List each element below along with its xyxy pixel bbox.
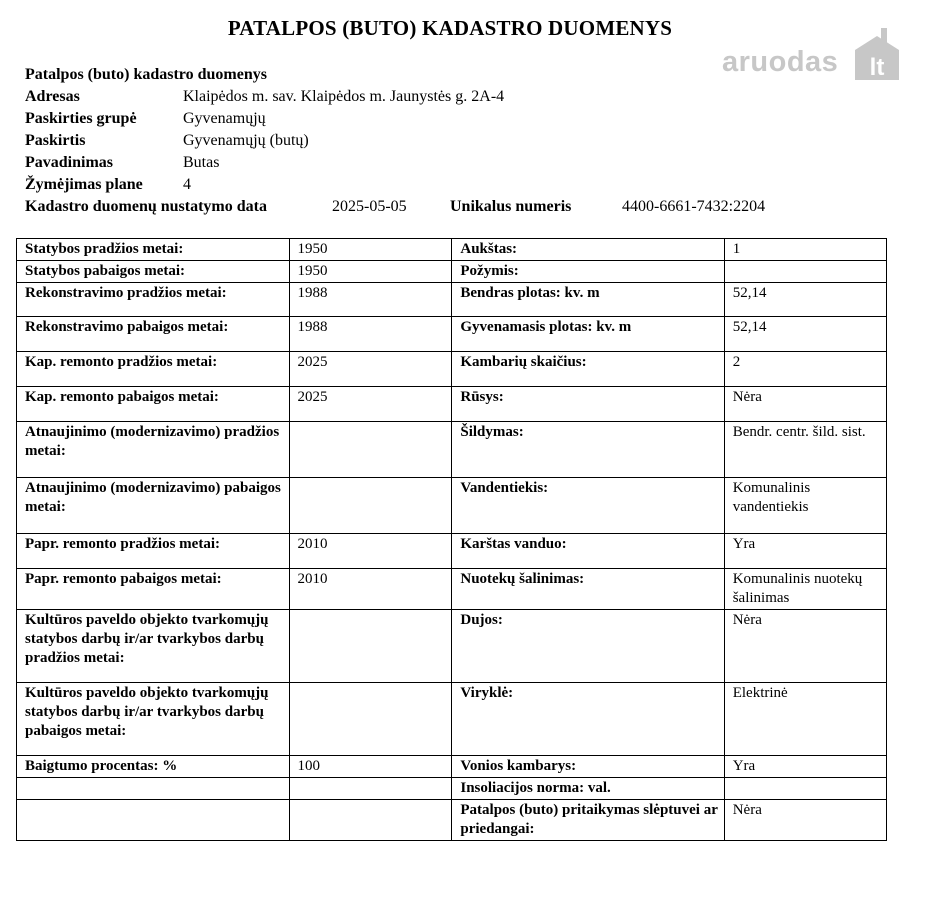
info-value: Butas — [183, 154, 220, 171]
table-row — [17, 239, 887, 261]
field-label: Kap. remonto pradžios metai: — [17, 352, 290, 387]
info-label: Paskirtis — [25, 132, 86, 149]
table-row — [17, 534, 887, 569]
field-label: Šildymas: — [452, 422, 724, 478]
field-label: Viryklė: — [452, 683, 724, 756]
field-value: Nėra — [724, 800, 886, 841]
field-value: 100 — [289, 756, 452, 778]
table-row — [17, 261, 887, 283]
field-value: Elektrinė — [724, 683, 886, 756]
field-value — [289, 800, 452, 841]
field-value — [289, 778, 452, 800]
info-label: Pavadinimas — [25, 154, 114, 171]
field-label: Bendras plotas: kv. m — [452, 283, 724, 317]
field-label: Rūsys: — [452, 387, 724, 422]
field-label — [17, 778, 290, 800]
field-value: 1988 — [289, 283, 452, 317]
field-value — [289, 422, 452, 478]
field-value: 2010 — [289, 534, 452, 569]
field-label: Vandentiekis: — [452, 478, 724, 534]
info-value: 4 — [183, 176, 191, 193]
info-label: Žymėjimas plane — [25, 176, 143, 193]
table-row — [17, 683, 887, 756]
field-label: Vonios kambarys: — [452, 756, 724, 778]
table-row — [17, 569, 887, 610]
field-label: Kap. remonto pabaigos metai: — [17, 387, 290, 422]
field-label: Insoliacijos norma: val. — [452, 778, 724, 800]
table-row — [17, 800, 887, 841]
table-row — [17, 422, 887, 478]
field-label: Aukštas: — [452, 239, 724, 261]
field-value: Yra — [724, 756, 886, 778]
table-row — [17, 317, 887, 352]
field-label: Atnaujinimo (modernizavimo) pradžios metai: — [17, 422, 290, 478]
field-value: Nėra — [724, 387, 886, 422]
info-row — [25, 130, 765, 152]
field-label: Karštas vanduo: — [452, 534, 724, 569]
field-value: 1950 — [289, 239, 452, 261]
info-value: Klaipėdos m. sav. Klaipėdos m. Jaunystės g. 2A-4 — [183, 88, 505, 105]
info-label: Paskirties grupė — [25, 110, 137, 127]
field-value — [724, 778, 886, 800]
watermark-text: aruodas — [722, 46, 839, 78]
field-value: 2025 — [289, 352, 452, 387]
info-row — [25, 108, 765, 130]
field-label: Statybos pradžios metai: — [17, 239, 290, 261]
field-value: 52,14 — [724, 317, 886, 352]
field-value: Yra — [724, 534, 886, 569]
cadastre-table — [16, 238, 887, 841]
unique-label: Unikalus numeris — [450, 198, 572, 215]
field-value: 1950 — [289, 261, 452, 283]
field-value: 2 — [724, 352, 886, 387]
field-label: Rekonstravimo pradžios metai: — [17, 283, 290, 317]
field-label: Kultūros paveldo objekto tvarkomųjų statybos darbų ir/ar tvarkybos darbų pabaigos metai: — [17, 683, 290, 756]
table-row — [17, 283, 887, 317]
field-label: Nuotekų šalinimas: — [452, 569, 724, 610]
field-label: Kultūros paveldo objekto tvarkomųjų statybos darbų ir/ar tvarkybos darbų pradžios metai: — [17, 610, 290, 683]
field-label: Dujos: — [452, 610, 724, 683]
field-label: Baigtumo procentas: % — [17, 756, 290, 778]
table-row — [17, 778, 887, 800]
info-heading: Patalpos (buto) kadastro duomenys — [25, 66, 267, 83]
field-label: Papr. remonto pradžios metai: — [17, 534, 290, 569]
field-label: Atnaujinimo (modernizavimo) pabaigos metai: — [17, 478, 290, 534]
property-info — [25, 64, 765, 218]
watermark-suffix: lt — [869, 54, 885, 81]
field-label: Gyvenamasis plotas: kv. m — [452, 317, 724, 352]
house-logo-icon — [855, 22, 899, 82]
field-label — [17, 800, 290, 841]
field-value: Bendr. centr. šild. sist. — [724, 422, 886, 478]
field-value: 1988 — [289, 317, 452, 352]
field-value: 2010 — [289, 569, 452, 610]
field-value — [289, 610, 452, 683]
info-value: Gyvenamųjų — [183, 110, 266, 127]
info-value: Gyvenamųjų (butų) — [183, 132, 309, 149]
field-value: Komunalinis vandentiekis — [724, 478, 886, 534]
field-value: Komunalinis nuotekų šalinimas — [724, 569, 886, 610]
table-row — [17, 756, 887, 778]
field-label: Požymis: — [452, 261, 724, 283]
date-value: 2025-05-05 — [332, 198, 407, 215]
field-value — [289, 683, 452, 756]
field-value: 1 — [724, 239, 886, 261]
field-label: Rekonstravimo pabaigos metai: — [17, 317, 290, 352]
field-value — [724, 261, 886, 283]
field-label: Papr. remonto pabaigos metai: — [17, 569, 290, 610]
field-value: Nėra — [724, 610, 886, 683]
field-value: 2025 — [289, 387, 452, 422]
date-unique-row — [25, 196, 765, 218]
unique-value: 4400-6661-7432:2204 — [622, 198, 766, 215]
table-row — [17, 478, 887, 534]
table-row — [17, 352, 887, 387]
field-value: 52,14 — [724, 283, 886, 317]
field-label: Patalpos (buto) pritaikymas slėptuvei ar priedangai: — [452, 800, 724, 841]
field-label: Kambarių skaičius: — [452, 352, 724, 387]
field-label: Statybos pabaigos metai: — [17, 261, 290, 283]
info-row — [25, 174, 765, 196]
info-label: Adresas — [25, 88, 80, 105]
table-row — [17, 387, 887, 422]
info-row — [25, 86, 765, 108]
field-value — [289, 478, 452, 534]
info-row — [25, 152, 765, 174]
page-title: PATALPOS (BUTO) KADASTRO DUOMENYS — [227, 16, 673, 40]
date-label: Kadastro duomenų nustatymo data — [25, 198, 267, 215]
table-row — [17, 610, 887, 683]
